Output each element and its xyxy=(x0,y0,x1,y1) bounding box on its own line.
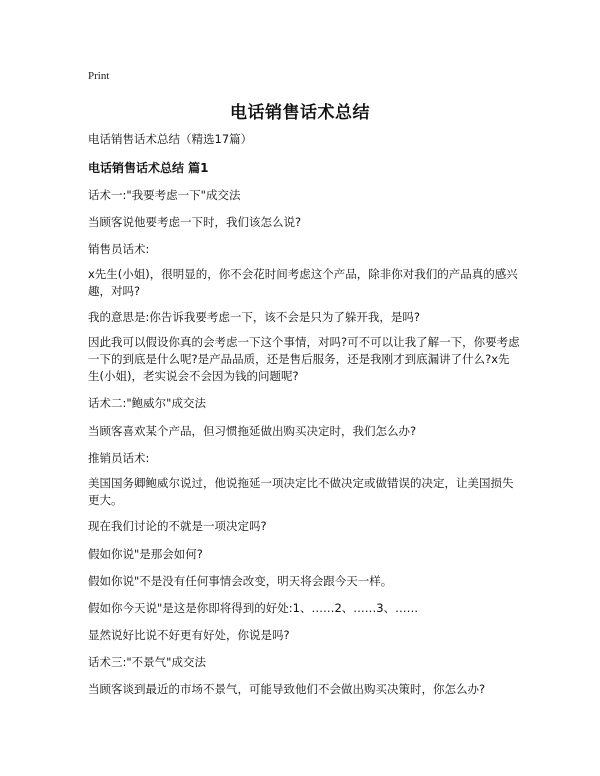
paragraph: 因此我可以假设你真的会考虑一下这个事情，对吗?可不可以让我了解一下，你要考虑一下的到底是什么呢?是产品品质，还是售后服务，还是我刚才到底漏讲了什么?x先生(小姐)，老实说会不会因为钱的问题呢? xyxy=(88,335,520,383)
paragraph: 推销员话术: xyxy=(88,451,150,465)
paragraph: 话术一:"我要考虑一下"成交法 xyxy=(88,188,241,202)
paragraph: 话术二:"鲍威尔"成交法 xyxy=(88,396,206,410)
paragraph: 销售员话术: xyxy=(88,242,150,256)
paragraph: 我的意思是:你告诉我要考虑一下，该不会是只为了躲开我，是吗? xyxy=(88,310,420,324)
paragraph: 当顾客谈到最近的市场不景气，可能导致他们不会做出购买决策时，你怎么办? xyxy=(88,682,486,696)
paragraph: 假如你说"不是没有任何事情会改变，明天将会跟今天一样。 xyxy=(88,574,393,588)
paragraph: 当顾客喜欢某个产品，但习惯拖延做出购买决定时，我们怎么办? xyxy=(88,424,417,438)
document-subtitle: 电话销售话术总结（精选17篇） xyxy=(88,132,253,146)
paragraph: 假如你今天说"是这是你即将得到的好处:1、……2、……3、…… xyxy=(88,601,419,615)
print-label: Print xyxy=(88,70,110,82)
paragraph: 现在我们讨论的不就是一项决定吗? xyxy=(88,519,267,533)
section-heading: 电话销售话术总结 篇1 xyxy=(88,161,209,175)
document-title: 电话销售话术总结 xyxy=(230,103,370,123)
paragraph: 假如你说"是那会如何? xyxy=(88,547,203,561)
paragraph: 当顾客说他要考虑一下时，我们该怎么说? xyxy=(88,215,302,229)
paragraph: 显然说好比说不好更有好处，你说是吗? xyxy=(88,628,290,642)
paragraph: x先生(小姐)，很明显的，你不会花时间考虑这个产品，除非你对我们的产品真的感兴趣，对吗? xyxy=(88,267,518,298)
paragraph: 美国国务卿鲍威尔说过，他说拖延一项决定比不做决定或做错误的决定，让美国损失更大。 xyxy=(88,476,514,507)
paragraph: 话术三:"不景气"成交法 xyxy=(88,655,206,669)
